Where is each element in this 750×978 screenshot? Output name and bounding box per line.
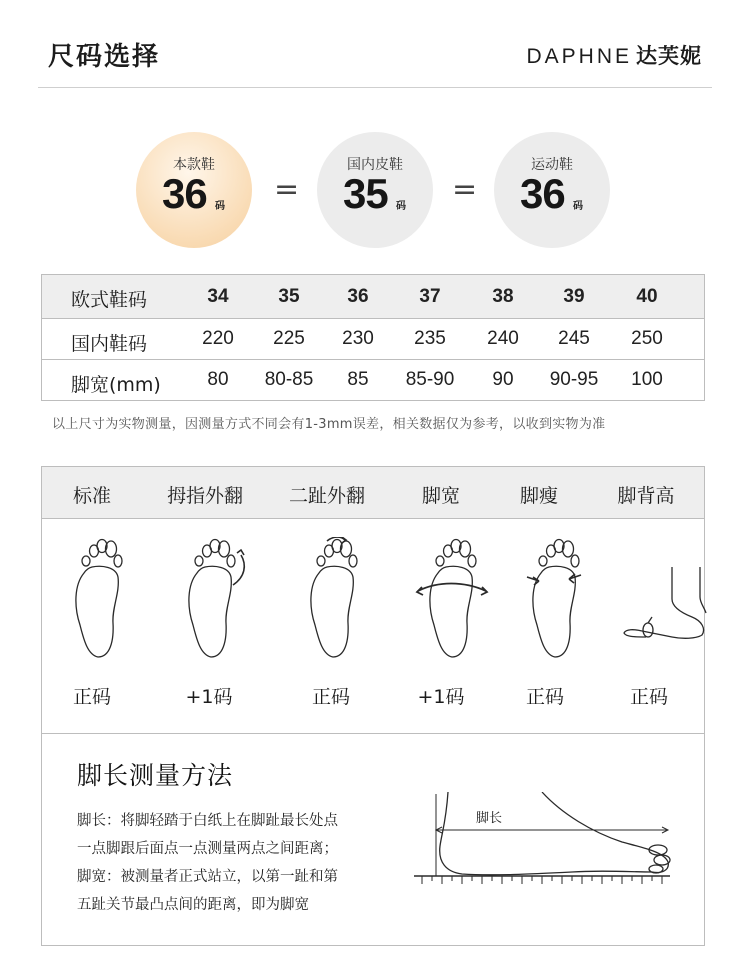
foot-type-label: 脚宽 [421, 485, 460, 507]
equals-sign: = [274, 172, 300, 207]
table-cell: 220 [202, 328, 234, 349]
table-row-eu [42, 275, 704, 318]
table-cell: 85-90 [405, 369, 455, 390]
foot-type-result: +1码 [417, 686, 465, 708]
foot-type-label: 脚瘦 [519, 485, 558, 507]
foot-type-panel [41, 466, 705, 946]
standard-foot-icon [42, 537, 152, 657]
table-row-width [42, 359, 704, 400]
equals-sign: = [452, 172, 478, 207]
brand-cn: 达芙妮 [636, 44, 702, 68]
measure-instructions [77, 807, 377, 919]
circle-size: 35 [343, 170, 388, 217]
table-cell: 230 [342, 328, 374, 349]
table-cell: 235 [414, 328, 446, 349]
instruction-line: 脚长：将脚轻踏于白纸上在脚趾最长处点 [77, 813, 338, 829]
foot-length-figure [412, 792, 672, 896]
measure-title: 脚长测量方法 [77, 761, 234, 790]
disclaimer-note: 以上尺寸为实物测量，因测量方式不同会有1-3mm误差，相关数据仅为参考，以收到实物为准 [52, 417, 606, 432]
foot-type-result: 正码 [629, 686, 668, 708]
foot-type-label: 拇指外翻 [166, 485, 243, 507]
row-header: 脚宽(mm) [71, 374, 161, 396]
table-row-cn [42, 318, 704, 359]
table-cell: 37 [419, 286, 441, 307]
instruction-line: 一点脚跟后面点一点测量两点之间距离； [77, 841, 338, 857]
foot-type-header [42, 467, 704, 519]
row-header: 国内鞋码 [71, 333, 148, 355]
table-cell: 90 [492, 369, 514, 390]
foot-type-label: 二趾外翻 [288, 485, 365, 507]
circle-caption: 国内皮鞋 [347, 157, 403, 173]
wide-foot-icon [392, 537, 502, 657]
table-cell: 245 [558, 328, 590, 349]
size-table [41, 274, 705, 401]
table-cell: 38 [492, 286, 514, 307]
foot-type-label: 脚背高 [617, 485, 675, 507]
foot-type-result: 正码 [72, 686, 111, 708]
table-cell: 250 [631, 328, 663, 349]
brand-logo [526, 40, 702, 70]
narrow-foot-icon [499, 537, 609, 657]
circle-unit: 码 [396, 201, 406, 212]
instruction-line: 五趾关节最凸点间的距离，即为脚宽 [77, 897, 309, 913]
table-cell: 240 [487, 328, 519, 349]
table-cell: 39 [563, 286, 585, 307]
row-header: 欧式鞋码 [71, 289, 148, 311]
table-cell: 85 [347, 369, 369, 390]
table-cell: 225 [273, 328, 305, 349]
page-title: 尺码选择 [48, 42, 161, 72]
foot-type-result: 正码 [311, 686, 350, 708]
header [38, 30, 712, 88]
high-instep-foot-icon [602, 537, 712, 657]
table-cell: 100 [631, 369, 663, 390]
foot-type-label: 标准 [72, 485, 111, 507]
circle-unit: 码 [573, 201, 583, 212]
table-cell: 36 [347, 286, 369, 307]
table-cell: 40 [636, 286, 658, 307]
circle-caption: 本款鞋 [173, 157, 215, 173]
circle-caption: 运动鞋 [531, 157, 573, 173]
ruler-ticks [422, 876, 662, 884]
this-shoe-size-circle [136, 132, 252, 248]
table-cell: 90-95 [549, 369, 599, 390]
table-cell: 80-85 [264, 369, 314, 390]
instruction-line: 脚宽：被测量者正式站立，以第一趾和第 [77, 869, 338, 885]
foot-length-label: 脚长 [476, 811, 503, 826]
circle-size: 36 [162, 170, 207, 217]
circle-unit: 码 [215, 201, 225, 212]
second-toe-foot-icon [277, 537, 387, 657]
brand-latin: DAPHNE [526, 45, 632, 68]
foot-type-result: 正码 [525, 686, 564, 708]
foot-type-result: +1码 [185, 686, 233, 708]
domestic-leather-shoe-size-circle [317, 132, 433, 248]
bunion-foot-icon [155, 537, 265, 657]
sports-shoe-size-circle [494, 132, 610, 248]
table-cell: 35 [278, 286, 300, 307]
circle-size: 36 [520, 170, 565, 217]
table-cell: 80 [207, 369, 229, 390]
table-cell: 34 [207, 286, 229, 307]
section-divider [42, 733, 704, 734]
